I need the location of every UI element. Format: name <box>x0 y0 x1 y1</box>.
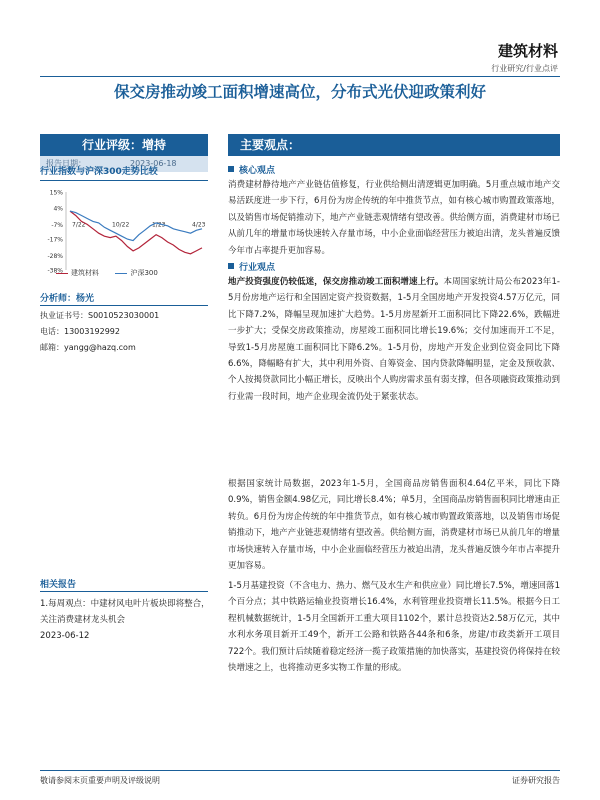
legend-label-hs300: 沪深300 <box>130 269 158 277</box>
analyst-section-divider <box>40 305 208 306</box>
core-view-paragraph: 消费建材静待地产产业链估值修复，行业供给侧出清逻辑更加明确。5月重点城市地产交易活跃度进一步下行，6月份为房企传统的年中推货节点，如有核心城市购置政策落地，以及销售市场促销推动下，地产产业链悲观情绪有望改善。供给侧方面，消费建材市场已从前几年的增量市场快速转入存量市场，中小企业面临经营压力被迫出清，龙头普遍反馈今年市占率提升更加容易。 <box>228 180 560 256</box>
chart-section-title: 行业指数与沪深300走势比较 <box>40 167 158 177</box>
y-tick-label: -7% <box>51 221 63 229</box>
report-title: 保交房推动竣工面积增速高位，分布式光伏迎政策利好 <box>113 82 486 101</box>
rating-box: 行业评级：增持 <box>40 134 208 156</box>
core-view-title: 核心观点 <box>239 166 276 176</box>
legend-swatch-building <box>56 273 68 274</box>
y-tick-label: -38% <box>47 267 63 275</box>
x-tick-label: 1/23 <box>152 221 166 229</box>
x-tick-label: 4/23 <box>192 221 206 229</box>
square-bullet-icon <box>228 263 234 269</box>
contact-license: 执业证书号：S0010523030001 <box>40 311 160 320</box>
contact-phone: 电话：13003192992 <box>40 327 120 336</box>
header-category: 建筑材料 <box>497 42 558 60</box>
main-points-header: 主要观点： <box>228 134 560 156</box>
related-report-text[interactable]: 1.每周观点：中建材风电叶片板块即将整合，关注消费建材龙头机会 <box>40 599 210 625</box>
core-view-heading <box>228 163 275 176</box>
series-line-0 <box>70 211 202 254</box>
footer-label: 证券研究报告 <box>512 776 560 785</box>
footer-disclaimer: 敬请参阅末页重要声明及评级说明 <box>40 776 160 785</box>
chart-legend <box>56 268 158 278</box>
x-tick-label: 7/22 <box>72 221 86 229</box>
contact-email: 邮箱：yangg@hazq.com <box>40 343 136 352</box>
industry-view-paragraph <box>228 274 560 405</box>
industry-view-heading <box>228 260 275 273</box>
footer-divider <box>40 770 560 771</box>
related-report-date: 2023-06-12 <box>40 631 90 641</box>
header-subtitle: 行业研究/行业点评 <box>491 64 558 73</box>
header-divider <box>40 76 560 77</box>
y-tick-label: 15% <box>49 189 63 197</box>
related-section-title: 相关报告 <box>40 580 77 590</box>
industry-view-title: 行业观点 <box>239 263 276 273</box>
related-section-divider <box>40 591 208 592</box>
industry-view-lead: 地产投资强度仍较低迷，保交房推动竣工面积增速上行。 <box>228 277 444 287</box>
x-tick-label: 10/22 <box>112 221 130 229</box>
date-label: 报告日期： <box>46 159 86 168</box>
date-value: 2023-06-18 <box>130 159 177 168</box>
square-bullet-icon <box>228 166 234 172</box>
y-tick-label: -17% <box>47 236 63 244</box>
analyst-section-title: 分析师：杨光 <box>40 294 95 304</box>
y-tick-label: 4% <box>53 205 63 213</box>
legend-swatch-hs300 <box>115 273 127 274</box>
chart-section-divider <box>40 180 208 181</box>
industry-view-body: 本周国家统计局公布2023年1-5月份房地产运行和全国固定资产投资数据，1-5月全国房地产开发投资4.57万亿元，同比下降7.2%，降幅呈现加速扩大趋势。1-5月房屋新开工面积同比下降22.6%，跌幅进一步扩大；受保交房政策推动，房屋竣工面积同比增长19.6%；交付加速而开工不足，导致1-5月房屋施工面积同比下降6.2%。1-5月份，房地产开发企业到位资金同比下降6.6%，降幅略有扩大，其中利用外资、自筹资金、国内贷款降幅明显，定金及预收款、个人按揭贷款同比小幅正增长，反映出个人购房需求虽有弱支撑，但各项融资政策推动到行业需一段时间，地产企业现金流仍处于紧张状态。 <box>228 277 560 402</box>
legend-label-building: 建筑材料 <box>71 269 99 277</box>
y-tick-label: -28% <box>47 252 63 260</box>
infra-paragraph: 1-5月基建投资（不含电力、热力、燃气及水生产和供应业）同比增长7.5%，增速回落1个百分点；其中铁路运输业投资增长16.4%，水利管理业投资增长11.5%。根据今日工程机械数据统计，1-5月全国新开工重大项目1102个，累计总投资达2.58万亿元，其中水利水务项目新开工49个，新开工公路和铁路各44条和6条，房建/市政类新开工项目722个。我们预计后续随着稳定经济一揽子政策措施的加快落实，基建投资仍将保持在较快增速之上，也将推动更多实物工作量的形成。 <box>228 581 560 674</box>
sales-paragraph: 根据国家统计局数据，2023年1-5月，全国商品房销售面积4.64亿平米，同比下降0.9%，销售金额4.98亿元，同比增长8.4%；单5月，全国商品房销售面积同比增速由正转负。6月份为房企传统的年中推货节点，如有核心城市购置政策落地，以及销售市场促销推动下，地产产业链悲观情绪有望改善。供给侧方面，消费建材市场已从前几年的增量市场快速转入存量市场，中小企业面临经营压力被迫出清，龙头普遍反馈今年市占率提升更加容易。 <box>228 479 560 572</box>
